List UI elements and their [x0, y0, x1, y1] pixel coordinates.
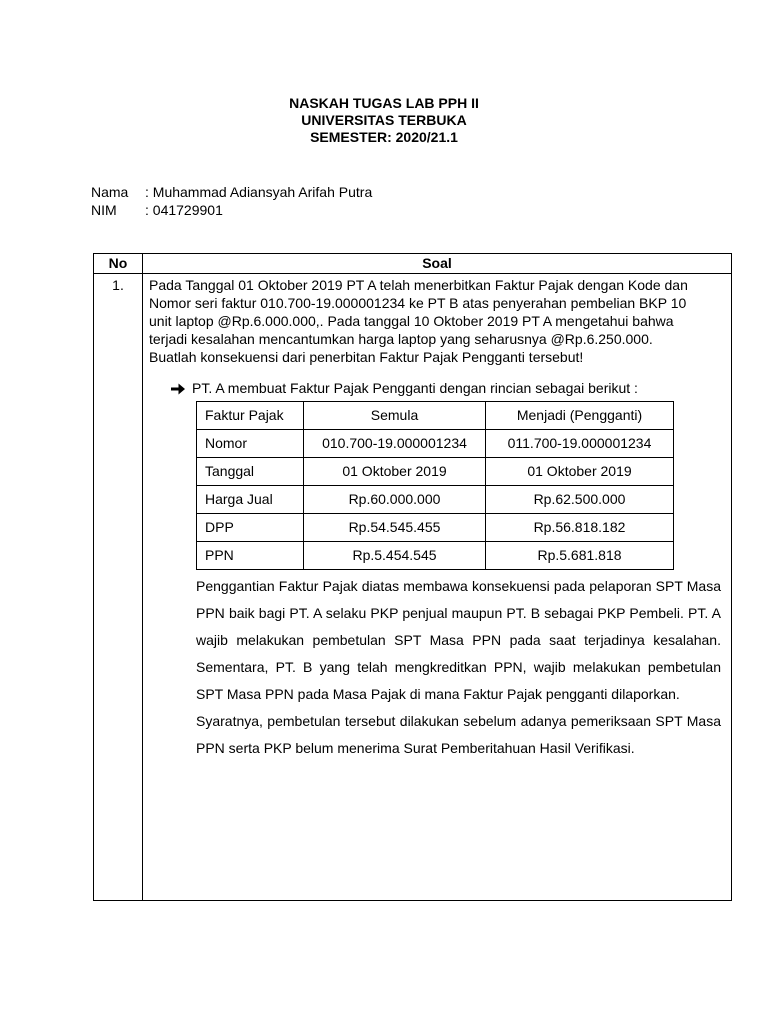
column-header-soal: Soal [143, 254, 732, 274]
nim-label: NIM [91, 202, 117, 218]
answer-intro-line [170, 379, 725, 398]
column-header-no: No [94, 254, 143, 274]
row-number: 1. [94, 274, 143, 901]
detail-value-cell: Rp.5.454.545 [304, 542, 486, 570]
question-line: Buatlah konsekuensi dari penerbitan Faktur Pajak Pengganti tersebut! [149, 349, 584, 365]
detail-value-cell: Rp.54.545.455 [304, 514, 486, 542]
document-title [0, 95, 768, 146]
detail-label-cell: DPP [197, 514, 304, 542]
question-line: terjadi kesalahan mencantumkan harga laptop yang seharusnya @Rp.6.250.000. [149, 331, 653, 347]
answer-paragraph-1: Penggantian Faktur Pajak diatas membawa konsekuensi pada pelaporan SPT Masa PPN baik bagi PT. A selaku PKP penjual maupun PT. B sebagai PKP Pembeli. PT. A wajib melakukan pembetulan SPT Masa PPN pada saat terjadinya kesalahan. Sementara, PT. B yang telah mengkreditkan PPN, wajib melakukan pembetulan SPT Masa PPN pada Masa Pajak di mana Faktur Pajak pengganti dilaporkan. [196, 578, 721, 702]
nim-row [91, 201, 372, 219]
table-row [197, 458, 674, 486]
detail-value-cell: Rp.56.818.182 [486, 514, 674, 542]
detail-label-cell: PPN [197, 542, 304, 570]
detail-label-cell: Tanggal [197, 458, 304, 486]
detail-value-cell: 010.700-19.000001234 [304, 430, 486, 458]
question-line: Nomor seri faktur 010.700-19.000001234 ke PT B atas penyerahan pembelian BKP 10 [149, 295, 687, 311]
faktur-detail-table [196, 401, 674, 570]
table-header-row [94, 254, 732, 274]
table-row [197, 514, 674, 542]
name-value: : Muhammad Adiansyah Arifah Putra [145, 184, 373, 200]
question-table [93, 253, 732, 901]
detail-label-cell: Nomor [197, 430, 304, 458]
detail-header-cell: Semula [304, 402, 486, 430]
name-label: Nama [91, 184, 129, 200]
right-arrow-icon [170, 382, 186, 396]
detail-value-cell: Rp.5.681.818 [486, 542, 674, 570]
table-row [197, 430, 674, 458]
detail-label-cell: Harga Jual [197, 486, 304, 514]
detail-header-cell: Faktur Pajak [197, 402, 304, 430]
detail-header-row [197, 402, 674, 430]
name-row [91, 183, 372, 201]
question-line: Pada Tanggal 01 Oktober 2019 PT A telah menerbitkan Faktur Pajak dengan Kode dan [149, 277, 688, 293]
title-line-1: NASKAH TUGAS LAB PPH II [289, 95, 479, 111]
nim-value: : 041729901 [145, 202, 223, 218]
title-line-3: SEMESTER: 2020/21.1 [310, 129, 458, 145]
table-row [94, 274, 732, 901]
question-line: unit laptop @Rp.6.000.000,. Pada tanggal 10 Oktober 2019 PT A mengetahui bahwa [149, 313, 674, 329]
question-text [149, 276, 725, 366]
detail-value-cell: 011.700-19.000001234 [486, 430, 674, 458]
answer-intro-text: PT. A membuat Faktur Pajak Pengganti dengan rincian sebagai berikut : [192, 380, 638, 396]
student-info [91, 183, 372, 219]
detail-value-cell: Rp.60.000.000 [304, 486, 486, 514]
answer-paragraph-2: Syaratnya, pembetulan tersebut dilakukan sebelum adanya pemeriksaan SPT Masa PPN serta PKP belum menerima Surat Pemberitahuan Hasil Verifikasi. [196, 713, 721, 756]
row-content [143, 274, 732, 901]
detail-value-cell: 01 Oktober 2019 [486, 458, 674, 486]
detail-value-cell: 01 Oktober 2019 [304, 458, 486, 486]
table-row [197, 486, 674, 514]
detail-value-cell: Rp.62.500.000 [486, 486, 674, 514]
detail-header-cell: Menjadi (Pengganti) [486, 402, 674, 430]
title-line-2: UNIVERSITAS TERBUKA [301, 112, 467, 128]
table-row [197, 542, 674, 570]
